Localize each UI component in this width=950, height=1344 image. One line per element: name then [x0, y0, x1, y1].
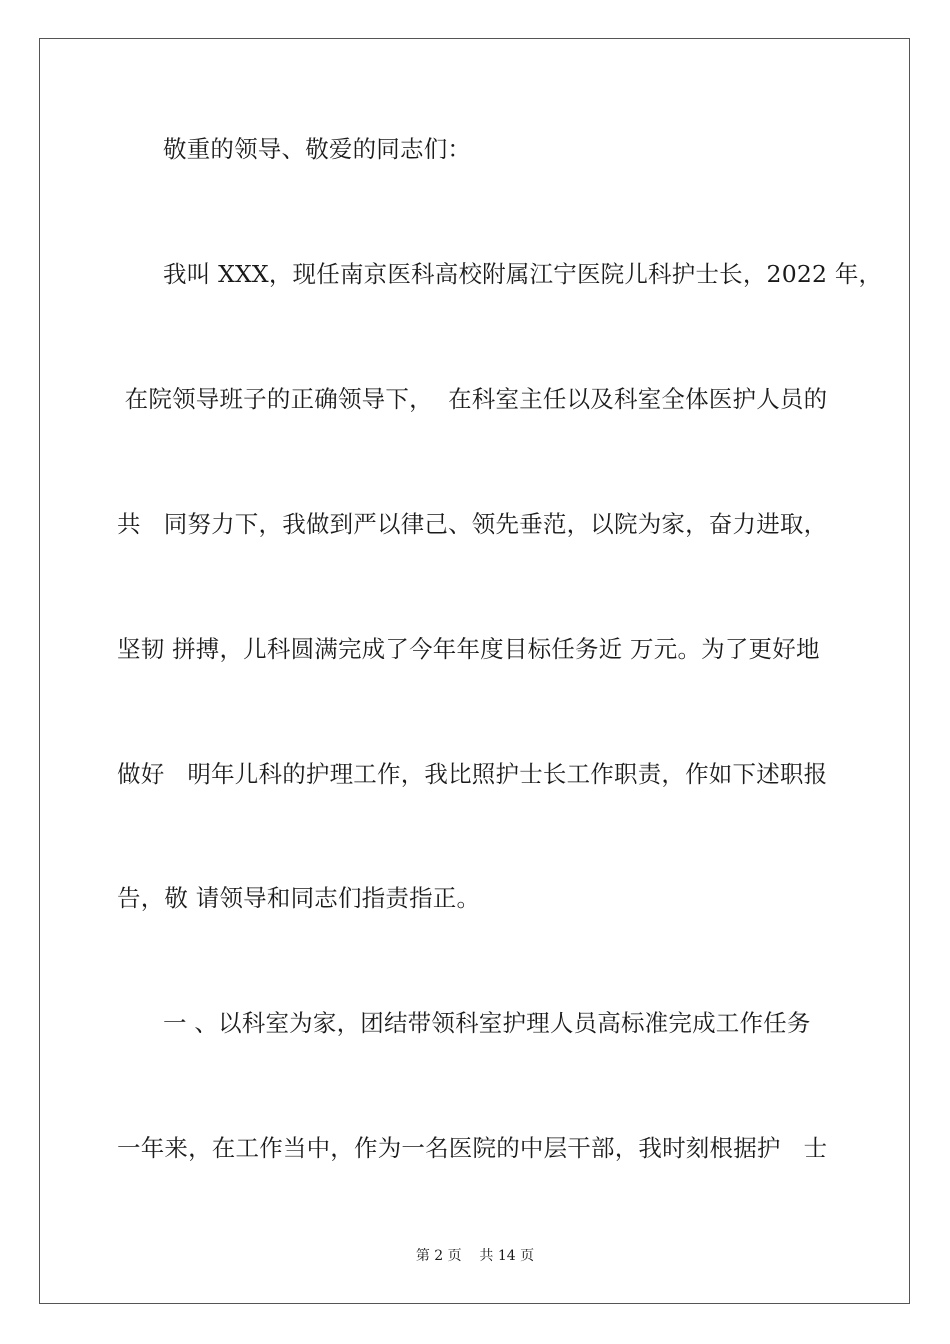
paragraph-line: 共 同努力下，我做到严以律己、领先垂范，以院为家，奋力进取， — [117, 510, 828, 538]
paragraph-line: 告，敬 请领导和同志们指责指正。 — [117, 884, 481, 912]
paragraph-line: 一年来，在工作当中，作为一名医院的中层干部，我时刻根据护 士 — [117, 1134, 828, 1162]
page-number-footer: 第 2 页 共 14 页 — [415, 1248, 535, 1264]
paragraph-line: 我叫 XXX，现任南京医科高校附属江宁医院儿科护士长，2022 年， — [163, 260, 883, 288]
page-frame — [39, 38, 910, 1304]
section-heading: 一 、以科室为家，团结带领科室护理人员高标准完成工作任务 — [163, 1009, 811, 1037]
salutation-line: 敬重的领导、敬爱的同志们： — [163, 135, 472, 163]
paragraph-line: 在院领导班子的正确领导下， 在科室主任以及科室全体医护人员的 — [117, 385, 828, 413]
paragraph-line: 坚韧 拼搏，儿科圆满完成了今年年度目标任务近 万元。为了更好地 — [117, 635, 820, 663]
paragraph-line: 做好 明年儿科的护理工作，我比照护士长工作职责，作如下述职报 — [117, 760, 828, 788]
